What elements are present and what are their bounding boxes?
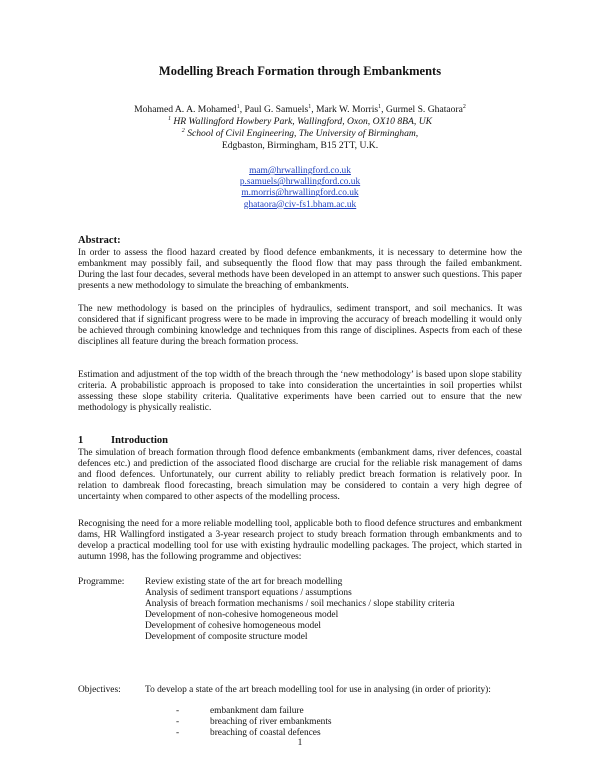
email-link[interactable]: m.morris@hrwallingford.co.uk <box>241 188 359 199</box>
programme-item: Analysis of sediment transport equations / assumptions <box>145 588 352 599</box>
author-name: Mark W. Morris <box>316 104 379 115</box>
dash-bullet: - <box>176 706 180 716</box>
abstract-paragraph-3: Estimation and adjustment of the top width of the breach through the ‘new methodology’ is based upon slope stability criteria. A probabilistic approach is proposed to take into consideration the uncertainties in soil properties whilst assessing these slope stability criteria. Qualitative experiments have been carried out to ensure that the new methodology is physically realistic. <box>78 370 522 414</box>
affiliation-2 <box>0 128 600 140</box>
author-affiliation-mark: 1 <box>378 103 382 110</box>
objective-text: breaching of coastal defences <box>210 728 321 739</box>
email-link[interactable]: p.samuels@hrwallingford.co.uk <box>239 177 361 188</box>
affiliation-mark: 1 <box>167 115 171 122</box>
email-link[interactable]: ghataora@civ-fs1.bham.ac.uk <box>243 199 357 210</box>
author-separator: , <box>311 104 316 115</box>
programme-item: Development of composite structure model <box>145 632 308 643</box>
dash-bullet: - <box>176 728 180 739</box>
author-block <box>0 104 600 152</box>
author-affiliation-mark: 2 <box>462 103 466 110</box>
abstract-heading: Abstract: <box>78 235 121 246</box>
affiliation-1 <box>0 116 600 128</box>
section-number: 1 <box>78 435 84 446</box>
affiliation-text: HR Wallingford Howbery Park, Wallingford, Oxon, OX10 8BA, UK <box>173 116 433 127</box>
programme-item: Review existing state of the art for breach modelling <box>145 577 343 587</box>
email-link[interactable]: mam@hrwallingford.co.uk <box>249 166 351 176</box>
affiliation-mark: 2 <box>181 127 185 134</box>
affiliation-2-address: Edgbaston, Birmingham, B15 2TT, U.K. <box>221 140 379 151</box>
author-separator: , <box>239 104 245 115</box>
author-name: Gurmel S. Ghataora <box>385 104 463 115</box>
objectives-label: Objectives: <box>78 685 121 695</box>
affiliation-text: School of Civil Engineering, The University of Birmingham, <box>187 128 419 139</box>
objective-text: embankment dam failure <box>210 706 304 716</box>
dash-bullet: - <box>176 717 180 728</box>
programme-label: Programme: <box>78 577 125 587</box>
programme-list <box>145 577 455 644</box>
section-heading <box>78 435 168 446</box>
page-number: 1 <box>297 738 303 748</box>
programme-item: Analysis of breach formation mechanisms / soil mechanics / slope stability criteria <box>145 599 455 610</box>
author-names <box>0 104 600 116</box>
intro-paragraph-1: The simulation of breach formation through flood defence embankments (embankment dams, river defences, coastal defences etc.) and prediction of the associated flood discharge are crucial for the reliable risk management of dams and flood defences. Unfortunately, our current ability to reliably predict breach formation is relatively poor. In relation to dambreak flood forecasting, breach simulation may be considered to contain a very high degree of uncertainty when compared to other aspects of the modelling process. <box>78 448 522 503</box>
email-list <box>0 166 600 211</box>
intro-paragraph-2: Recognising the need for a more reliable modelling tool, applicable both to flood defence structures and embankment dams, HR Wallingford instigated a 3-year research project to study breach formation through embankments and to develop a practical modelling tool for use with existing hydraulic modelling packages. The project, which started in autumn 1998, has the following programme and objectives: <box>78 519 522 563</box>
author-affiliation-mark: 1 <box>308 103 312 110</box>
author-name: Mohamed A. A. Mohamed <box>134 104 237 115</box>
paper-title: Modelling Breach Formation through Embankments <box>158 64 442 78</box>
author-separator: , <box>381 104 386 115</box>
abstract-paragraph-2: The new methodology is based on the principles of hydraulics, sediment transport, and soil mechanics. It was considered that if significant progress were to be made in improving the accuracy of breach modelling it would only be achieved through combining knowledge and techniques from this range of disciplines. Aspects from each of these disciplines all feature during the breach formation process. <box>78 304 522 348</box>
objective-text: breaching of river embankments <box>210 717 332 728</box>
section-title: Introduction <box>111 435 168 446</box>
programme-item: Development of cohesive homogeneous model <box>145 621 321 632</box>
author-affiliation-mark: 1 <box>236 103 240 110</box>
abstract-paragraph-1: In order to assess the flood hazard created by flood defence embankments, it is necessary to determine how the embankment may possibly fail, and subsequently the flood flow that may pass through the failed embankment. During the last four decades, several methods have been developed in an attempt to answer such questions. This paper presents a new methodology to simulate the breaching of embankments. <box>78 248 522 292</box>
programme-item: Development of non-cohesive homogeneous model <box>145 610 339 621</box>
objectives-text: To develop a state of the art breach modelling tool for use in analysing (in order of priority): <box>145 685 491 695</box>
author-name: Paul G. Samuels <box>244 104 309 115</box>
